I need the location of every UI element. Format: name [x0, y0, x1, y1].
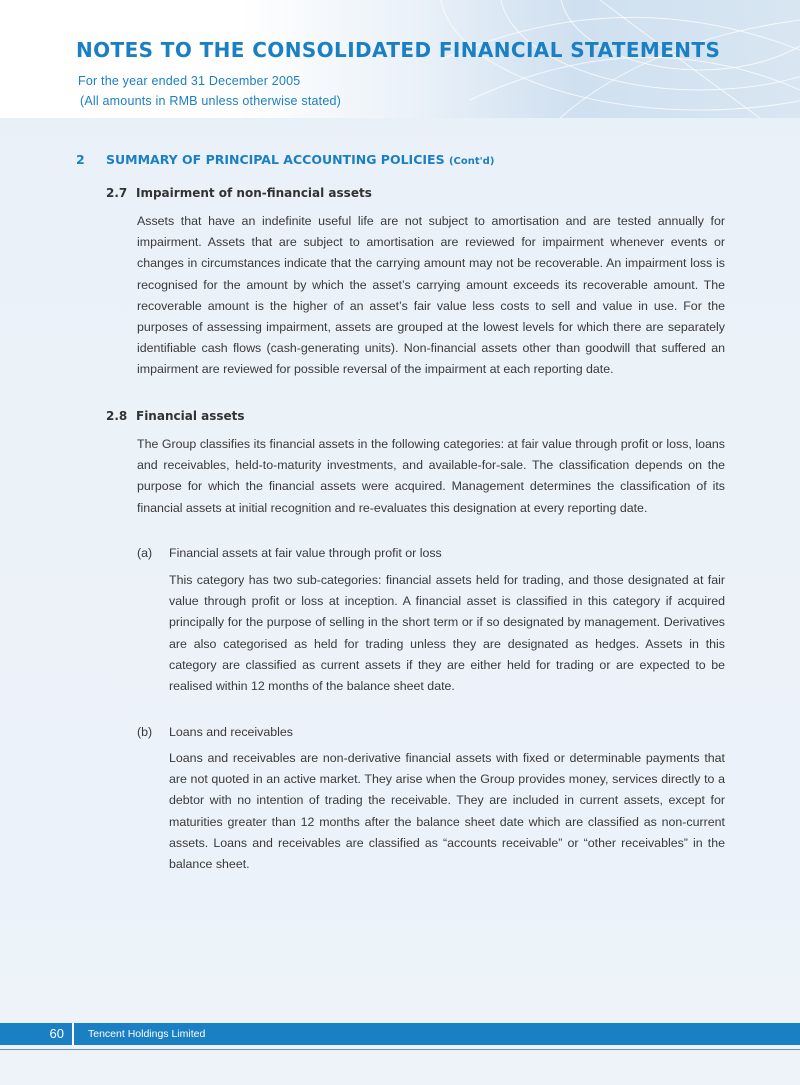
item-title: Loans and receivables — [169, 725, 293, 739]
subsection-title: Financial assets — [136, 409, 245, 423]
header-banner — [0, 0, 800, 118]
item-title: Financial assets at fair value through profit or loss — [169, 546, 442, 560]
page-number-box — [0, 1023, 74, 1045]
subsection-number: 2.7 — [106, 186, 128, 200]
subsection-title: Impairment of non-financial assets — [136, 186, 372, 200]
footer-bar — [0, 1023, 800, 1045]
footer-divider — [0, 1049, 800, 1050]
amounts-note: (All amounts in RMB unless otherwise stated) — [80, 94, 341, 108]
impairment-paragraph: Assets that have an indefinite useful life are not subject to amortisation and are tested annually for impairment. Assets that are subject to amortisation are reviewed for impairment whenever events or changes in circumstances indicate that the carrying amount may not be recoverable. An impairment loss is recognised for the amount by which the asset’s carrying amount exceeds its recoverable amount. The recoverable amount is the higher of an asset’s fair value less costs to sell and value in use. For the purposes of assessing impairment, assets are grouped at the lowest levels for which there are separately identifiable cash flows (cash-generating units). Non-financial assets other than goodwill that suffered an impairment are reviewed for possible reversal of the impairment at each reporting date. — [137, 214, 725, 377]
page-number: 60 — [49, 1026, 64, 1041]
period-subtitle: For the year ended 31 December 2005 — [78, 74, 301, 88]
subsection-heading-2-8 — [106, 409, 245, 423]
item-b-paragraph: Loans and receivables are non-derivative financial assets with fixed or determinable payments that are not quoted in an active market. They arise when the Group provides money, services directly to a debtor with no intention of trading the receivable. They are included in current assets, except for maturities greater than 12 months after the balance sheet date which are classified as non-current assets. Loans and receivables are classified as “accounts receivable” or “other receivables” in the balance sheet. — [169, 751, 725, 872]
section-title-text: SUMMARY OF PRINCIPAL ACCOUNTING POLICIES — [106, 152, 445, 167]
page-title: NOTES TO THE CONSOLIDATED FINANCIAL STATEMENTS — [76, 38, 721, 62]
item-a-paragraph: This category has two sub-categories: financial assets held for trading, and those designated at fair value through profit or loss at inception. A financial asset is classified in this category if acquired principally for the purpose of selling in the short term or if so designated by management. Derivatives are also categorised as held for trading unless they are designated as hedges. Assets in this category are classified as current assets if they are either held for trading or are expected to be realised within 12 months of the balance sheet date. — [169, 573, 725, 694]
financial-assets-paragraph: The Group classifies its financial assets in the following categories: at fair value through profit or loss, loans and receivables, held-to-maturity investments, and available-for-sale. The classification depends on the purpose for which the financial assets were acquired. Management determines the classification of its financial assets at initial recognition and re-evaluates this designation at every reporting date. — [137, 437, 725, 515]
item-letter: (a) — [137, 546, 153, 560]
section-number: 2 — [76, 152, 85, 167]
section-cont-label: (Cont'd) — [448, 156, 495, 167]
company-name: Tencent Holdings Limited — [88, 1028, 206, 1040]
section-title — [106, 152, 494, 167]
subsection-heading-2-7 — [106, 186, 372, 200]
item-letter: (b) — [137, 725, 153, 739]
subsection-number: 2.8 — [106, 409, 128, 423]
